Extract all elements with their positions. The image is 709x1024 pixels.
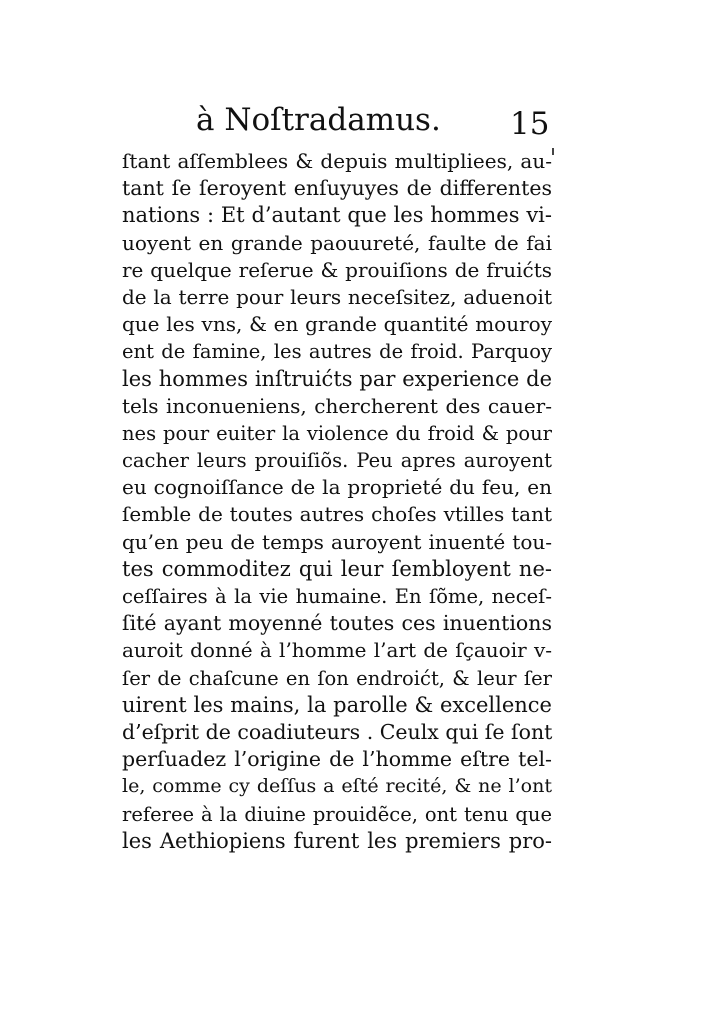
text-line: eu cognoiſſance de la proprieté du feu, en bbox=[122, 475, 552, 500]
text-line: ceſſaires à la vie humaine. En ſõme, neceſ- bbox=[122, 585, 552, 608]
text-line: le, comme cy deſſus a eſté recité, & ne l’ont bbox=[122, 775, 552, 798]
text-line: ſemble de toutes autres choſes vtilles tant bbox=[122, 502, 552, 527]
text-line: les hommes inſtruićts par experience de bbox=[122, 366, 552, 391]
text-line: uoyent en grande paouureté, faulte de fai bbox=[122, 230, 552, 255]
text-line: que les vns, & en grande quantité mouroy bbox=[122, 312, 552, 337]
text-line: tels inconueniens, chercherent des cauer- bbox=[122, 393, 552, 418]
text-line: ent de famine, les autres de froid. Parquoy bbox=[122, 340, 552, 364]
text-line: ſer de chaſcune en ſon endroićt, & leur ſer bbox=[122, 666, 552, 690]
page-header bbox=[0, 100, 709, 144]
text-line: d’eſprit de coadiuteurs . Ceulx qui ſe ſont bbox=[122, 719, 553, 744]
text-line: tes commoditez qui leur ſembloyent ne- bbox=[122, 556, 552, 581]
ink-speck bbox=[552, 148, 554, 155]
text-line: auroit donné à l’homme l’art de ſçauoir v- bbox=[122, 638, 552, 663]
text-line: uirent les mains, la parolle & excellence bbox=[122, 692, 552, 717]
text-line: cacher leurs prouiſiõs. Peu apres auroyent bbox=[122, 449, 552, 473]
text-line: nes pour euiter la violence du froid & pour bbox=[122, 421, 552, 445]
text-line: referee à la diuine prouidẽce, ont tenu que bbox=[122, 802, 552, 826]
text-line: re quelque reſerue & prouiſions de fruićts bbox=[122, 257, 552, 282]
text-line: nations : Et d’autant que les hommes vi- bbox=[122, 203, 552, 228]
text-line: tant ſe ſeroyent enſuyuyes de differentes bbox=[122, 176, 552, 201]
text-line: ſtant aſſemblees & depuis multipliees, au- bbox=[122, 149, 552, 173]
page-number: 15 bbox=[510, 106, 550, 142]
body-text bbox=[122, 148, 552, 855]
text-line: perſuadez l’origine de l’homme eſtre tel- bbox=[122, 747, 552, 772]
text-line: ſité ayant moyenné toutes ces inuentions bbox=[122, 611, 552, 636]
running-head: à Noſtradamus. bbox=[196, 102, 441, 138]
text-line: qu’en peu de temps auroyent inuenté tou- bbox=[122, 529, 552, 554]
text-line: de la terre pour leurs neceſsitez, aduenoit bbox=[122, 284, 552, 309]
text-line: les Aethiopiens furent les premiers pro- bbox=[122, 828, 552, 853]
